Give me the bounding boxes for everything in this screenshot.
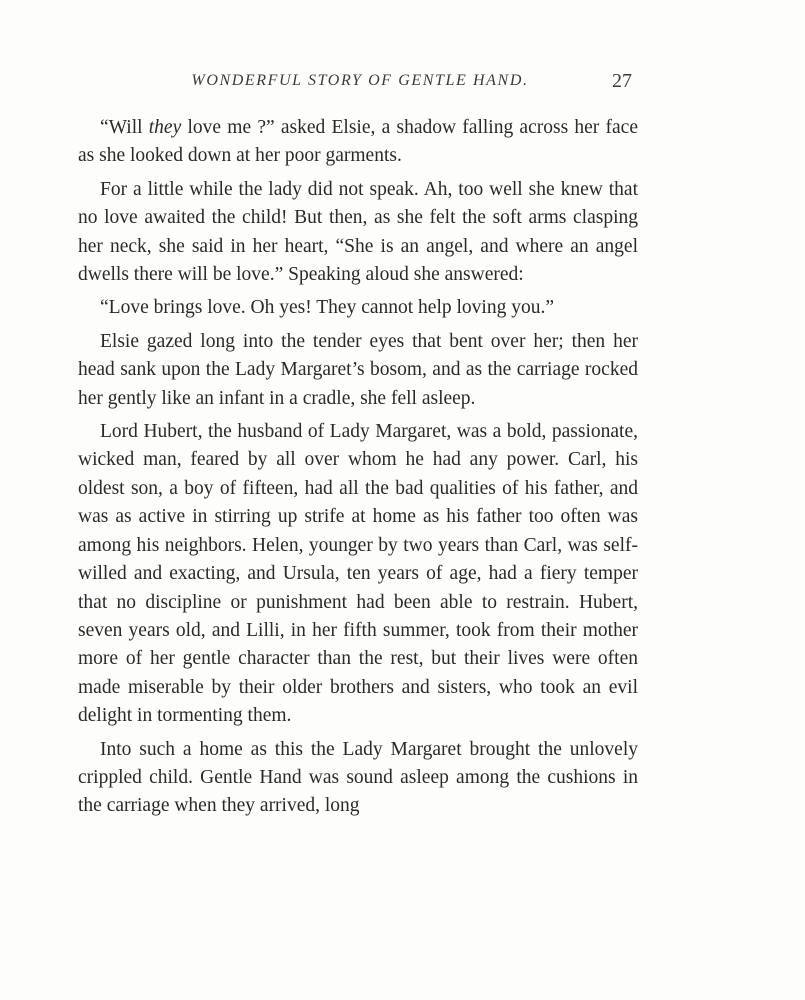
paragraph-1-start: “Will bbox=[100, 117, 149, 138]
paragraph-5: Lord Hubert, the husband of Lady Margaret, was a bold, passionate, wicked man, feared by all over whom he had any power. Carl, his oldest son, a boy of fifteen, had all the bad qualities of his father, and was as active in stirring up strife at home as his father too often was among his neighbors. Helen, younger by two years than Carl, was self-willed and exacting, and Ursula, ten years of age, had a fiery temper that no discipline or punishment had been able to restrain. Hubert, seven years old, and Lilli, in her fifth summer, took from their mother more of her gentle character than the rest, but their lives were often made miserable by their older brothers and sisters, who took an evil delight in tormenting them. bbox=[78, 421, 638, 727]
paragraph-1-emphasis: they bbox=[148, 117, 182, 138]
page-number: 27 bbox=[612, 70, 632, 92]
paragraph-6: Into such a home as this the Lady Margaret brought the unlovely crippled child. Gentle Hand was sound asleep among the cushions in the carriage when they arrived, long bbox=[78, 738, 638, 817]
running-title: WONDERFUL STORY OF GENTLE HAND. bbox=[191, 72, 529, 89]
paragraph-1 bbox=[78, 114, 638, 171]
paragraph-4: Elsie gazed long into the tender eyes that bent over her; then her head sank upon the Lady Margaret’s bosom, and as the carriage rocked her gently like an infant in a cradle, she fell asleep. bbox=[78, 330, 638, 409]
body-text bbox=[78, 114, 638, 826]
paragraph-2: For a little while the lady did not speak. Ah, too well she knew that no love awaited the child! But then, as she felt the soft arms clasping her neck, she said in her heart, “She is an angel, and where an angel dwells there will be love.” Speaking aloud she answered: bbox=[78, 178, 638, 286]
paragraph-3: “Love brings love. Oh yes! They cannot help loving you.” bbox=[100, 297, 554, 319]
paragraph-1-rest: love me ?” asked Elsie, a shadow falling across her face as she looked down at her poor garments. bbox=[78, 117, 638, 167]
